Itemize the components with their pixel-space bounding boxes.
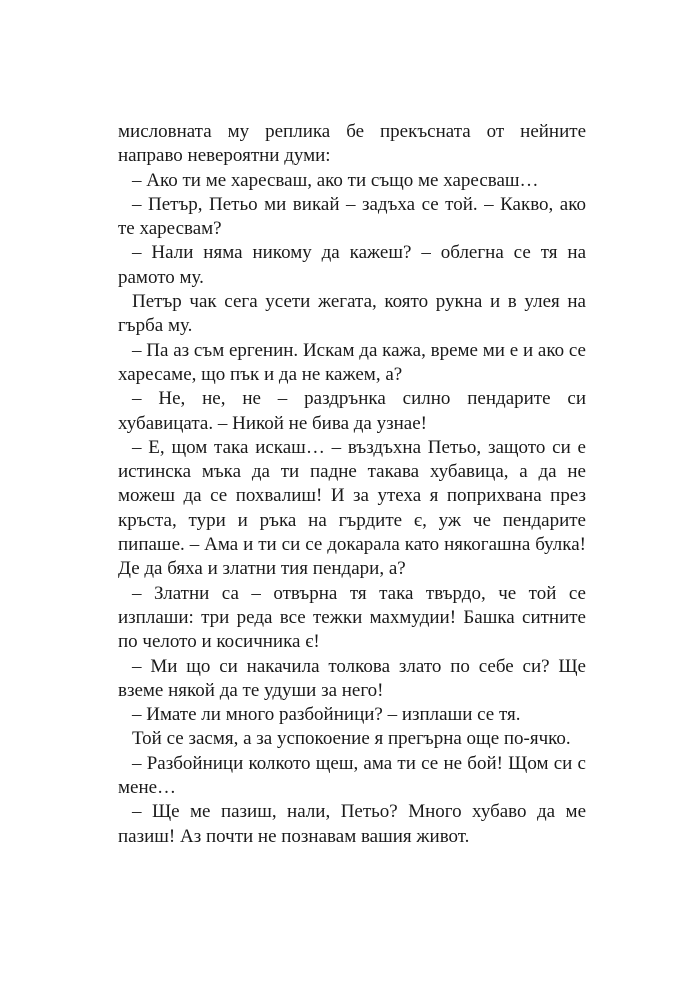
paragraph: – Па аз съм ергенин. Искам да кажа, време ми е и ако се харесаме, що пък и да не кажем, а? [118,339,586,385]
paragraph: – Разбойници колкото щеш, ама ти се не бой! Щом си с мене… [118,752,586,799]
paragraph: Той се засмя, а за успокоение я прегърна още по-ячко. [132,728,571,750]
paragraph: – Ми що си накачила толкова злато по себе си? Ще вземе някой да те удуши за него! [118,655,586,701]
paragraph: – Ще ме пазиш, нали, Петьо? Много хубаво да ме пазиш! Аз почти не познавам вашия живот. [118,801,586,847]
paragraph: – Петър, Петьо ми викай – задъха се той. – Какво, ако те харесвам? [118,193,586,240]
paragraph: – Е, щом така искаш… – въздъхна Петьо, защото си е истинска мъка да ти падне такава хубавица, а да не можеш да се похвалиш! И за утеха я поприхвана през кръста, тури и ръка на гърдите є, уж че пендарите пипаше. – Ама и ти си се докарала като някогашна булка! Де да бяха и златни тия пендари, а? [118,436,586,580]
body-text [118,120,586,849]
paragraph: мисловната му реплика бе прекъсната от нейните направо невероятни думи: [118,121,586,167]
paragraph: – Нали няма никому да кажеш? – облегна се тя на рамото му. [118,242,586,288]
paragraph: – Имате ли много разбойници? – изплаши се тя. [132,704,521,726]
paragraph: – Ако ти ме харесваш, ако ти също ме харесваш… [132,169,539,191]
paragraph: – Не, не, не – раздрънка силно пендарите си хубавицата. – Никой не бива да узнае! [118,388,586,434]
paragraph: Петър чак сега усети жегата, която рукна и в улея на гърба му. [118,291,586,337]
paragraph: – Златни са – отвърна тя така твърдо, че той се изплаши: три реда все тежки махмудии! Башка ситните по челото и косичника є! [118,582,586,653]
